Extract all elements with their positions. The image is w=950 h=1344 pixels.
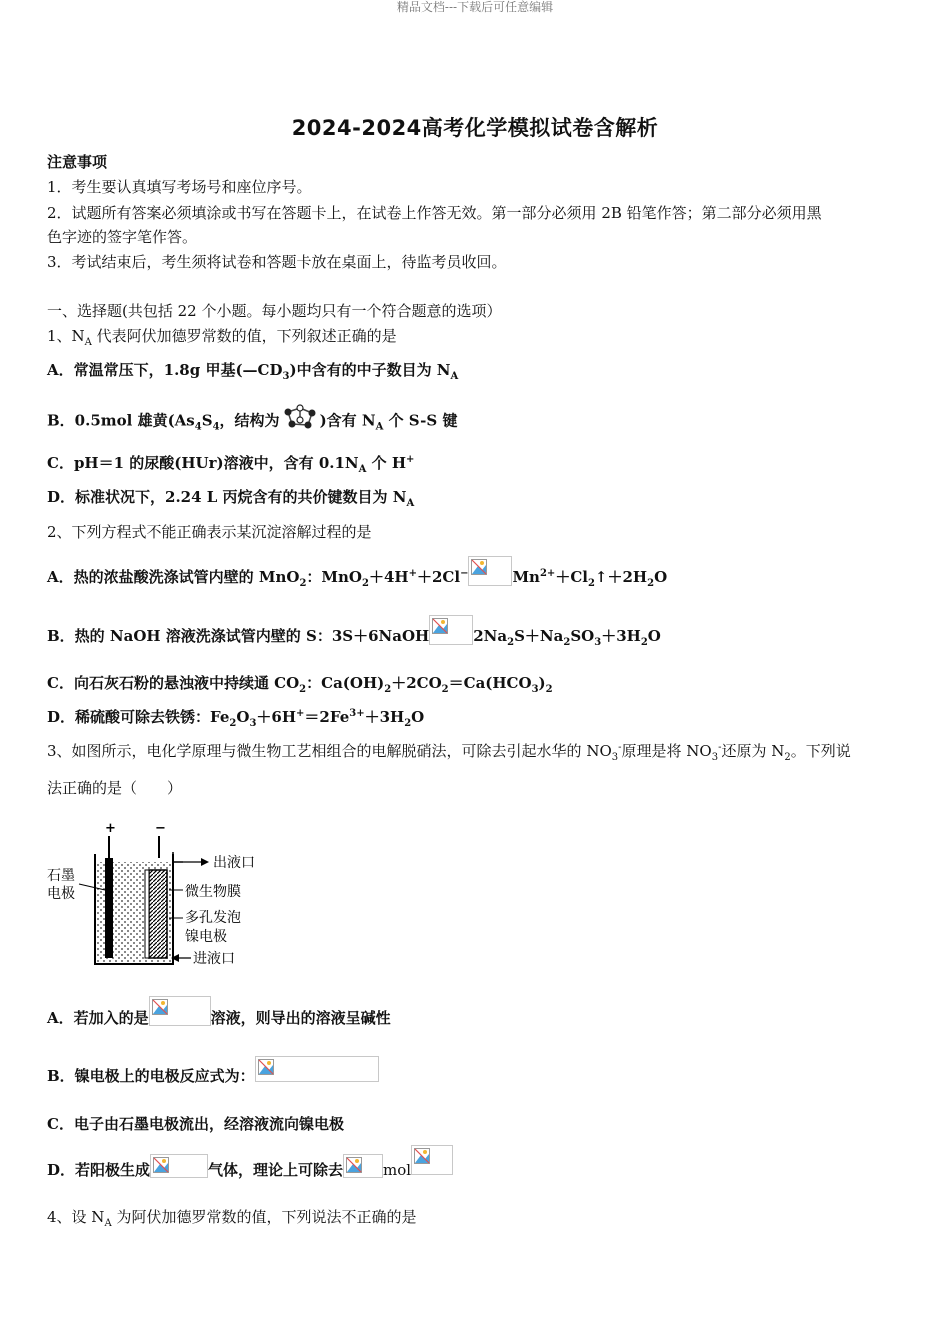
q3-option-c[interactable]: C．电子由石墨电极流出，经溶液流向镍电极 bbox=[47, 1115, 344, 1133]
broken-image-icon bbox=[150, 1154, 208, 1178]
electrolysis-diagram bbox=[45, 818, 275, 972]
q2-option-c[interactable]: C．向石灰石粉的悬浊液中持续通 $CO_2$：$Ca(OH)_2+2CO_2=Ca(HCO_3)_2$ bbox=[47, 674, 553, 695]
foam-label-1: 多孔发泡 bbox=[185, 910, 241, 926]
q2-option-b[interactable]: B．热的 NaOH 溶液洗涤试管内壁的 S：3S＋6NaOH $2Na_2S+Na_2SO_3+3H_2O$ bbox=[47, 626, 661, 646]
notice-item-3: 3．考试结束后，考生须将试卷和答题卡放在桌面上，待监考员收回。 bbox=[47, 253, 507, 271]
q3-option-b[interactable]: B．镍电极上的电极反应式为： bbox=[47, 1066, 379, 1086]
outlet-label: 出液口 bbox=[213, 855, 255, 871]
broken-image-icon bbox=[411, 1145, 453, 1175]
notice-item-1: 1．考生要认真填写考场号和座位序号。 bbox=[47, 178, 312, 196]
notice-item-2b: 色字迹的签字笔作答。 bbox=[47, 228, 198, 246]
q2-stem: 2、下列方程式不能正确表示某沉淀溶解过程的是 bbox=[47, 523, 372, 541]
broken-image-icon bbox=[468, 556, 512, 586]
q3-option-d[interactable]: D．若阳极生成 气体，理论上可除去 mol bbox=[47, 1160, 453, 1180]
page-title: 2024-2024高考化学模拟试卷含解析 bbox=[291, 116, 659, 140]
graphite-label-1: 石墨 bbox=[47, 868, 75, 884]
film-label: 微生物膜 bbox=[185, 884, 241, 900]
header-note: 精品文档---下载后可任意编辑 bbox=[396, 0, 554, 14]
q3-option-a[interactable]: A．若加入的是 溶液，则导出的溶液呈碱性 bbox=[47, 1008, 391, 1028]
broken-image-icon bbox=[343, 1154, 383, 1178]
q3-stem-2: 法正确的是（ ） bbox=[47, 779, 183, 797]
broken-image-icon bbox=[149, 996, 211, 1026]
q2-option-a[interactable]: A．热的浓盐酸洗涤试管内壁的 MnO$_2$：MnO$_2$＋4H+＋2Cl− $Mn^{2+}+Cl_2↑+2H_2O$ bbox=[47, 567, 667, 587]
minus-terminal: − bbox=[155, 821, 166, 836]
q1-option-a[interactable]: A．常温常压下，1.8g 甲基$(—CD_3)$中含有的中子数目为 $N_A$ bbox=[47, 361, 459, 382]
graphite-label-2: 电极 bbox=[47, 886, 75, 902]
broken-image-icon bbox=[429, 615, 473, 645]
q1-stem: 1、$N_A$ 代表阿伏加德罗常数的值，下列叙述正确的是 bbox=[47, 327, 397, 348]
realgar-structure-icon bbox=[280, 404, 320, 439]
broken-image-icon bbox=[255, 1056, 379, 1082]
q1-option-d[interactable]: D．标准状况下，2.24 L 丙烷含有的共价键数目为 $N_A$ bbox=[47, 488, 415, 509]
notice-item-2a: 2．试题所有答案必须填涂或书写在答题卡上，在试卷上作答无效。第一部分必须用 2B 铅笔作答；第二部分必须用黑 bbox=[47, 204, 822, 222]
foam-label-2: 镍电极 bbox=[185, 929, 227, 945]
q4-stem: 4、设 $N_A$ 为阿伏加德罗常数的值，下列说法不正确的是 bbox=[47, 1208, 417, 1229]
plus-terminal: + bbox=[105, 821, 116, 836]
notice-heading: 注意事项 bbox=[47, 153, 108, 171]
section-heading: 一、选择题(共包括 22 个小题。每小题均只有一个符合题意的选项） bbox=[47, 302, 502, 320]
q1-option-c[interactable]: C．pH＝1 的尿酸(HUr)溶液中，含有 $0.1N_A$ 个 H+ bbox=[47, 454, 415, 475]
q2-option-d[interactable]: D．稀硫酸可除去铁锈：$Fe_2O_3+6H^+=2Fe^{3+}+3H_2O$ bbox=[47, 708, 425, 729]
inlet-label: 进液口 bbox=[193, 951, 235, 967]
q3-stem: 3、如图所示，电化学原理与微生物工艺相组合的电解脱硝法，可除去引起水华的 $NO_3^-$原理是将 $NO_3^-$还原为 $N_2$。下列说 bbox=[47, 742, 851, 763]
q1-option-b[interactable]: B．0.5mol 雄黄($As_4S_4$，结构为 )含有 $N_A$ 个 S-S 键 bbox=[47, 404, 457, 439]
